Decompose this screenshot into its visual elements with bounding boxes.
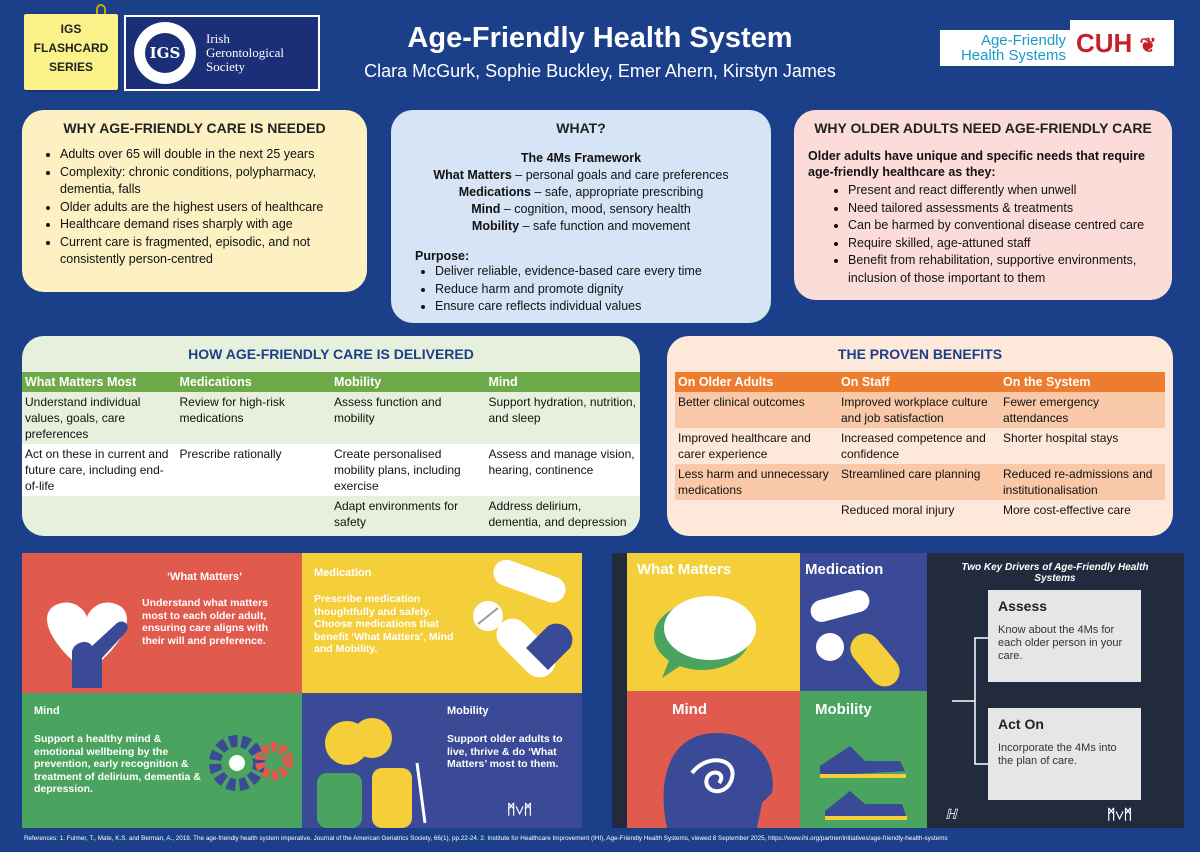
pills-icon bbox=[805, 585, 925, 690]
grid-title: What Matters bbox=[637, 561, 732, 578]
mwm-logo-icon: ᛗ⋁ᛗ bbox=[1107, 806, 1133, 822]
brain-head-icon bbox=[647, 723, 787, 828]
people-walking-icon bbox=[307, 713, 437, 828]
table-header: What Matters Most bbox=[22, 372, 177, 392]
afhs-logo: Age-Friendly Health Systems bbox=[940, 30, 1070, 66]
list-item: • Present and react differently when unwell bbox=[848, 182, 1158, 200]
tile-body: Support a healthy mind & emotional wellbeing by the prevention, early recognition & treatment of delirium, dementia & depression. bbox=[34, 733, 201, 795]
hse-logo-icon: ℍ bbox=[945, 806, 957, 822]
m-line: Mind – cognition, mood, sensory health bbox=[471, 202, 691, 216]
list-item: • Adults over 65 will double in the next 25 years bbox=[60, 146, 353, 164]
table-row: Improved healthcare and carer experience Increased competence and confidence Shorter hospital stays bbox=[675, 428, 1165, 464]
tile-body: Support older adults to live, thrive & do ‘What Matters’ most to them. bbox=[447, 733, 563, 770]
why-older-card bbox=[794, 110, 1172, 300]
tile-title: Mind bbox=[34, 705, 60, 717]
tile-title: ‘What Matters’ bbox=[167, 571, 243, 583]
medication-tile bbox=[302, 553, 582, 693]
what-card bbox=[391, 110, 771, 323]
tile-body: Prescribe medication thoughtfully and safely. Choose medications that benefit ‘What Matters’, Mind and Mobility. bbox=[314, 593, 454, 655]
what-matters-tile bbox=[22, 553, 302, 693]
lotus-icon: ❦ bbox=[1139, 35, 1157, 57]
m-line: Mobility – safe function and movement bbox=[471, 219, 691, 233]
table-header: On Older Adults bbox=[675, 372, 838, 392]
grid-mobility bbox=[800, 691, 927, 828]
list-item: • Deliver reliable, evidence-based care every time bbox=[435, 263, 757, 281]
why-needed-card bbox=[22, 110, 367, 292]
benefits-table bbox=[675, 372, 1165, 520]
intro-text: Older adults have unique and specific needs that require age-friendly healthcare as they: bbox=[808, 149, 1145, 179]
list-item: • Need tailored assessments & treatments bbox=[848, 200, 1158, 218]
speech-bubbles-icon bbox=[642, 588, 782, 688]
list-item: • Can be harmed by conventional disease centred care bbox=[848, 217, 1158, 235]
card-title: THE PROVEN BENEFITS bbox=[837, 346, 1003, 362]
list-item: • Benefit from rehabilitation, supportive environments, inclusion of those important to them bbox=[848, 252, 1158, 287]
m-line: Medications – safe, appropriate prescribing bbox=[458, 185, 704, 199]
mind-tile bbox=[22, 693, 302, 828]
shoes-icon bbox=[810, 726, 920, 826]
references: References: 1. Fulmer, T., Mate, K.S. and Berman, A., 2018. The age-friendly health system imperative. Journal of the American Geriatrics Society, 66(1), pp.22-24. 2. Institute for Healthcare Improvement (IHI), Age-Friendly Health Systems, viewed 8 September 2025, https://www.ihi.org/partner/initiatives/age-friendly-health-systems bbox=[24, 835, 948, 842]
igs-seal-icon: IGS bbox=[134, 22, 196, 84]
tile-title: Mobility bbox=[447, 705, 489, 717]
table-row: Less harm and unnecessary medications Streamlined care planning Reduced re-admissions and institutionalisation bbox=[675, 464, 1165, 500]
gears-icon bbox=[202, 713, 297, 803]
sticky-line: SERIES bbox=[48, 60, 93, 74]
purpose-label: Purpose: bbox=[415, 249, 470, 263]
driver-body: Know about the 4Ms for each older person in your care. bbox=[998, 624, 1123, 662]
mobility-tile bbox=[302, 693, 582, 828]
bracket-connector bbox=[950, 636, 990, 766]
society-line: Irish bbox=[206, 31, 230, 46]
delivered-table bbox=[22, 372, 640, 532]
m-line: What Matters – personal goals and care preferences bbox=[433, 168, 729, 182]
society-line: Society bbox=[206, 59, 245, 74]
framework-title: The 4Ms Framework bbox=[520, 151, 642, 165]
grid-title: Medication bbox=[805, 561, 884, 578]
table-row: Better clinical outcomes Improved workplace culture and job satisfaction Fewer emergency attendances bbox=[675, 392, 1165, 428]
grid-title: Mobility bbox=[815, 701, 872, 718]
driver-heading: Act On bbox=[998, 716, 1044, 732]
list-item: • Ensure care reflects individual values bbox=[435, 298, 757, 316]
act-on-box bbox=[988, 708, 1141, 800]
driver-heading: Assess bbox=[998, 598, 1048, 614]
mwm-logo-icon: ᛗ⋁ᛗ bbox=[507, 801, 533, 817]
list-item: • Reduce harm and promote dignity bbox=[435, 281, 757, 299]
table-row: Adapt environments for safety Address delirium, dementia, and depression bbox=[22, 496, 640, 532]
table-header: On Staff bbox=[838, 372, 1000, 392]
delivered-card bbox=[22, 336, 640, 536]
sticky-line: FLASHCARD bbox=[33, 41, 109, 55]
tile-title: Medication bbox=[314, 567, 372, 579]
list-item: • Current care is fragmented, episodic, and not consistently person-centred bbox=[60, 234, 353, 269]
card-title: WHY OLDER ADULTS NEED AGE-FRIENDLY CARE bbox=[814, 120, 1152, 136]
list-item: • Require skilled, age-attuned staff bbox=[848, 235, 1158, 253]
grid-mind bbox=[627, 691, 800, 828]
card-title: WHY AGE-FRIENDLY CARE IS NEEDED bbox=[63, 120, 326, 136]
table-header: Mind bbox=[486, 372, 641, 392]
table-header: Medications bbox=[177, 372, 332, 392]
driver-body: Incorporate the 4Ms into the plan of care. bbox=[998, 742, 1117, 767]
list-item: • Healthcare demand rises sharply with age bbox=[60, 216, 353, 234]
table-row: Reduced moral injury More cost-effective care bbox=[675, 500, 1165, 520]
grid-what-matters bbox=[627, 553, 800, 691]
list-item: • Older adults are the highest users of healthcare bbox=[60, 199, 353, 217]
card-title: HOW AGE-FRIENDLY CARE IS DELIVERED bbox=[188, 346, 474, 362]
table-header: On the System bbox=[1000, 372, 1165, 392]
page-title: Age-Friendly Health System bbox=[407, 22, 793, 54]
grid-medication bbox=[800, 553, 927, 691]
pills-icon bbox=[462, 558, 580, 688]
table-row: Understand individual values, goals, care preferences Review for high-risk medications Assess function and mobility Support hydration, nutrition, and sleep bbox=[22, 392, 640, 444]
tile-body: Understand what matters most to each older adult, ensuring care aligns with their will and preference. bbox=[142, 597, 269, 647]
authors: Clara McGurk, Sophie Buckley, Emer Ahern, Kirstyn James bbox=[364, 61, 836, 81]
card-title: WHAT? bbox=[556, 120, 606, 136]
grid-title: Mind bbox=[672, 701, 707, 718]
table-header: Mobility bbox=[331, 372, 486, 392]
benefits-card bbox=[667, 336, 1173, 536]
list-item: • Complexity: chronic conditions, polypharmacy, dementia, falls bbox=[60, 164, 353, 199]
table-row: Act on these in current and future care, including end-of-life Prescribe rationally Create personalised mobility plans, including exercise Assess and manage vision, hearing, continence bbox=[22, 444, 640, 496]
cuh-logo: CUH ❦ bbox=[1070, 20, 1174, 66]
drivers-title: Two Key Drivers of Age-Friendly Health Systems bbox=[961, 562, 1149, 584]
heart-hand-icon bbox=[32, 578, 152, 688]
assess-box bbox=[988, 590, 1141, 682]
sticky-line: IGS bbox=[60, 22, 82, 36]
society-line: Gerontological bbox=[206, 45, 284, 60]
